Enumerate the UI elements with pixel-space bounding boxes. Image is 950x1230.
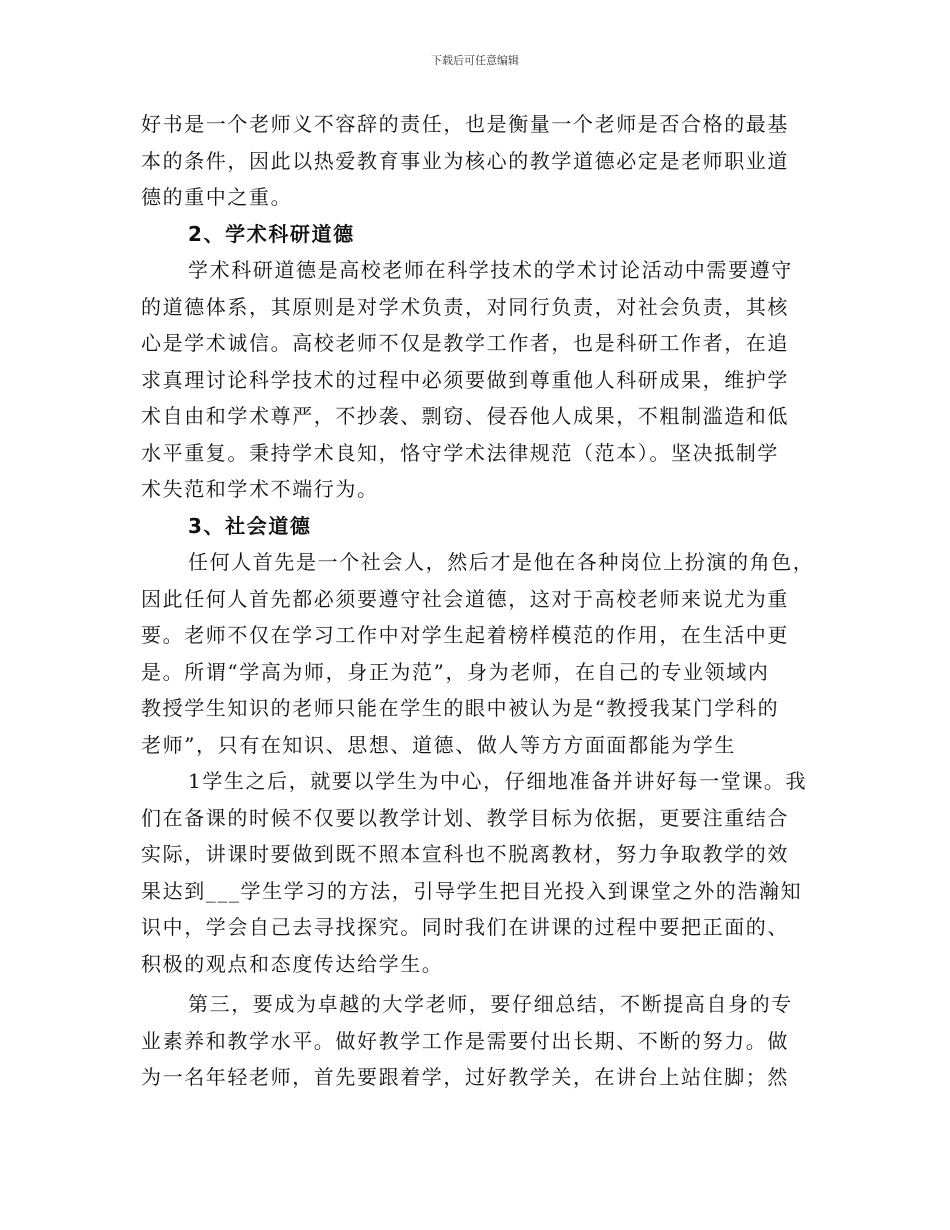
- paragraph-line: 术失范和学术不端行为。: [141, 477, 379, 501]
- paragraph-line: 好书是一个老师义不容辞的责任，也是衡量一个老师是否合格的最基: [141, 112, 789, 136]
- paragraph-line: 求真理讨论科学技术的过程中必须要做到尊重他人科研成果，维护学: [141, 367, 789, 392]
- paragraph-4: [141, 763, 811, 982]
- paragraph-line: 因此任何人首先都必须要遵守社会道德，这对于高校老师来说尤为重: [141, 586, 789, 611]
- paragraph-line: 学术科研道德是高校老师在科学技术的学术讨论活动中需要遵守: [188, 258, 793, 282]
- paragraph-line: 德的重中之重。: [141, 185, 293, 209]
- section-heading: 3、社会道德: [188, 513, 312, 538]
- paragraph-line: 要。老师不仅在学习工作中对学生起着榜样模范的作用，在生活中更: [141, 623, 789, 647]
- section-2: [141, 216, 811, 508]
- paragraph-line: 术自由和学术尊严，不抄袭、剽窃、侵吞他人成果，不粗制滥造和低: [141, 404, 789, 428]
- paragraph-line: 识中，学会自己去寻找探究。同时我们在讲课的过程中要把正面的、: [141, 915, 789, 939]
- paragraph-line: 老师”，只有在知识、思想、道德、做人等方方面面都能为学生: [141, 732, 737, 757]
- section-3: [141, 508, 815, 764]
- page-header: 下载后可任意编辑: [431, 54, 519, 67]
- paragraph-line: 们在备课的时候不仅要以教学计划、教学目标为依据，更要注重结合: [141, 805, 789, 830]
- paragraph-line: 积极的观点和态度传达给学生。: [141, 951, 444, 976]
- paragraph-line: 业素养和教学水平。做好教学工作是需要付出长期、不断的努力。做: [141, 1028, 789, 1053]
- paragraph-line: 实际，讲课时要做到既不照本宣科也不脱离教材，努力争取教学的效: [141, 842, 789, 866]
- paragraph-line: 任何人首先是一个社会人，然后才是他在各种岗位上扮演的角色，: [188, 550, 815, 574]
- document-body: [141, 106, 815, 1096]
- paragraph-1: [141, 106, 811, 216]
- paragraph-line: 第三，要成为卓越的大学老师，要仔细总结，不断提高自身的专: [188, 992, 793, 1016]
- paragraph-line: 教授学生知识的老师只能在学生的眼中被认为是“教授我某门学科的: [141, 696, 780, 720]
- paragraph-line: 果达到___学生学习的方法，引导学生把目光投入到课堂之外的浩瀚知: [141, 878, 803, 903]
- paragraph-line: 1学生之后，就要以学生为中心，仔细地准备并讲好每一堂课。我: [188, 769, 808, 793]
- paragraph-line: 水平重复。秉持学术良知，恪守学术法律规范（范本）。坚决抵制学: [141, 440, 779, 465]
- paragraph-line: 本的条件，因此以热爱教育事业为核心的教学道德必定是老师职业道: [141, 148, 789, 173]
- section-heading: 2、学术科研道德: [188, 221, 355, 246]
- paragraph-line: 的道德体系，其原则是对学术负责，对同行负责，对社会负责，其核: [141, 294, 789, 319]
- paragraph-line: 心是学术诚信。高校老师不仅是教学工作者，也是科研工作者，在追: [141, 331, 789, 355]
- paragraph-5: [141, 986, 811, 1096]
- paragraph-line: 为一名年轻老师，首先要跟着学，过好教学关，在讲台上站住脚；然: [141, 1065, 789, 1089]
- paragraph-line: 是。所谓“学高为师，身正为范”，身为老师，在自己的专业领域内: [141, 659, 770, 684]
